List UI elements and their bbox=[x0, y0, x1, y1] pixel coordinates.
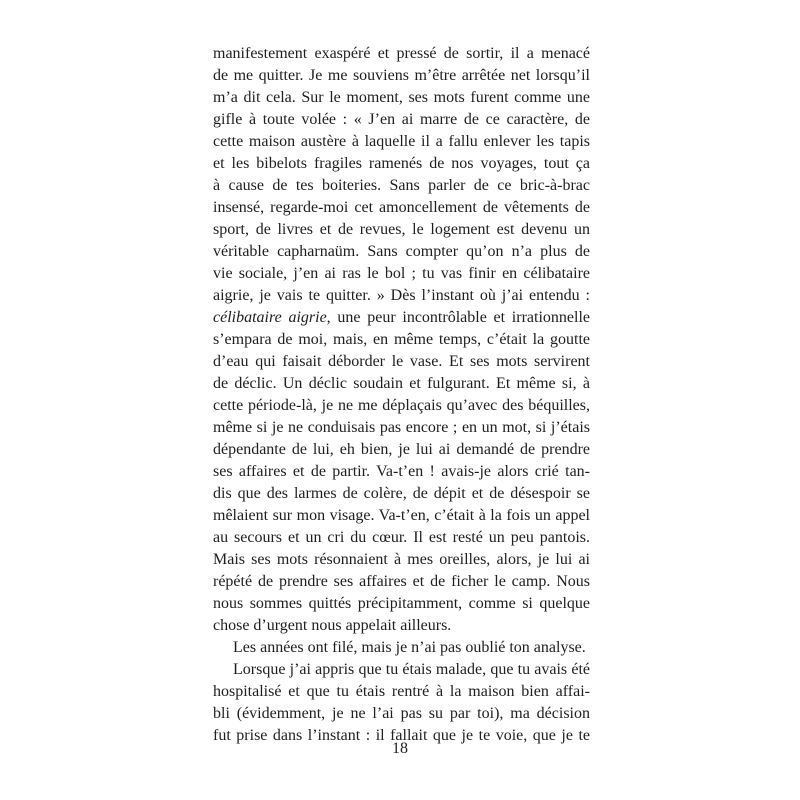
text-line: sport, de livres et de revues, le logement est devenu un bbox=[213, 221, 590, 238]
text-line: Les années ont filé, mais je n’ai pas oublié ton analyse. bbox=[233, 639, 586, 656]
text-line bbox=[213, 307, 590, 329]
text-line: mêlaient sur mon visage. Va-t’en, c’était à la fois un appel bbox=[213, 507, 590, 524]
text-line: de me quitter. Je me souviens m’être arrêtée net lorsqu’il bbox=[213, 67, 590, 84]
text-line: même si je ne conduisais pas encore ; en un mot, si j’étais bbox=[213, 419, 590, 436]
text-line: manifestement exaspéré et pressé de sortir, il a menacé bbox=[213, 45, 590, 62]
text-line: répété de prendre ses affaires et de ficher le camp. Nous bbox=[213, 573, 590, 590]
emphasized-phrase: célibataire aigrie bbox=[213, 309, 327, 326]
text-line: véritable capharnaüm. Sans compter qu’on n’a plus de bbox=[213, 243, 590, 260]
paragraph-1 bbox=[213, 43, 590, 637]
text-line: cette maison austère à laquelle il a fallu enlever les tapis bbox=[213, 133, 590, 150]
paragraph-2 bbox=[213, 637, 590, 659]
text-line: de déclic. Un déclic soudain et fulgurant. Et même si, à bbox=[213, 375, 590, 392]
text-line: au secours et un cri du cœur. Il est resté un peu pantois. bbox=[213, 529, 590, 546]
text-line: dis que des larmes de colère, de dépit et de désespoir se bbox=[213, 485, 590, 502]
text-line: ses affaires et de partir. Va-t’en ! avais-je alors crié tan- bbox=[213, 463, 590, 480]
text-line: fut prise dans l’instant : il fallait que je te voie, que je te bbox=[213, 727, 590, 744]
text-line: Lorsque j’ai appris que tu étais malade, que tu avais été bbox=[233, 661, 590, 678]
text-line: dépendante de lui, eh bien, je lui ai demandé de prendre bbox=[213, 441, 590, 458]
text-line: m’a dit cela. Sur le moment, ses mots furent comme une bbox=[213, 89, 590, 106]
paragraph-3 bbox=[213, 659, 590, 747]
text-line: gifle à toute volée : « J’en ai marre de ce caractère, de bbox=[213, 111, 590, 128]
text-line: d’eau qui faisait déborder le vase. Et ses mots servirent bbox=[213, 353, 590, 370]
body-text bbox=[213, 43, 590, 747]
text-line-rest: , une peur incontrôlable et irrationnelle bbox=[326, 309, 590, 326]
text-line: aigrie, je vais te quitter. » Dès l’instant où j’ai entendu : bbox=[213, 287, 590, 304]
page-number: 18 bbox=[392, 740, 408, 757]
text-line: hospitalisé et que tu étais rentré à la maison bien affai- bbox=[213, 683, 590, 700]
text-line: nous sommes quittés précipitamment, comme si quelque bbox=[213, 595, 590, 612]
text-line: chose d’urgent nous appelait ailleurs. bbox=[213, 617, 452, 634]
text-line: à cause de tes boiteries. Sans parler de ce bric-à-brac bbox=[213, 177, 590, 194]
text-line: et les bibelots fragiles ramenés de nos voyages, tout ça bbox=[213, 155, 590, 172]
text-line: vie sociale, j’en ai ras le bol ; tu vas finir en célibataire bbox=[213, 265, 590, 282]
text-line: cette période-là, je ne me déplaçais qu’avec des béquilles, bbox=[213, 397, 590, 414]
text-line: bli (évidemment, je ne l’ai pas su par toi), ma décision bbox=[213, 705, 590, 722]
text-line: insensé, regarde-moi cet amoncellement de vêtements de bbox=[213, 199, 590, 216]
text-line: Mais ses mots résonnaient à mes oreilles, alors, je lui ai bbox=[213, 551, 590, 568]
text-line: s’empara de moi, mais, en même temps, c’était la goutte bbox=[213, 331, 590, 348]
